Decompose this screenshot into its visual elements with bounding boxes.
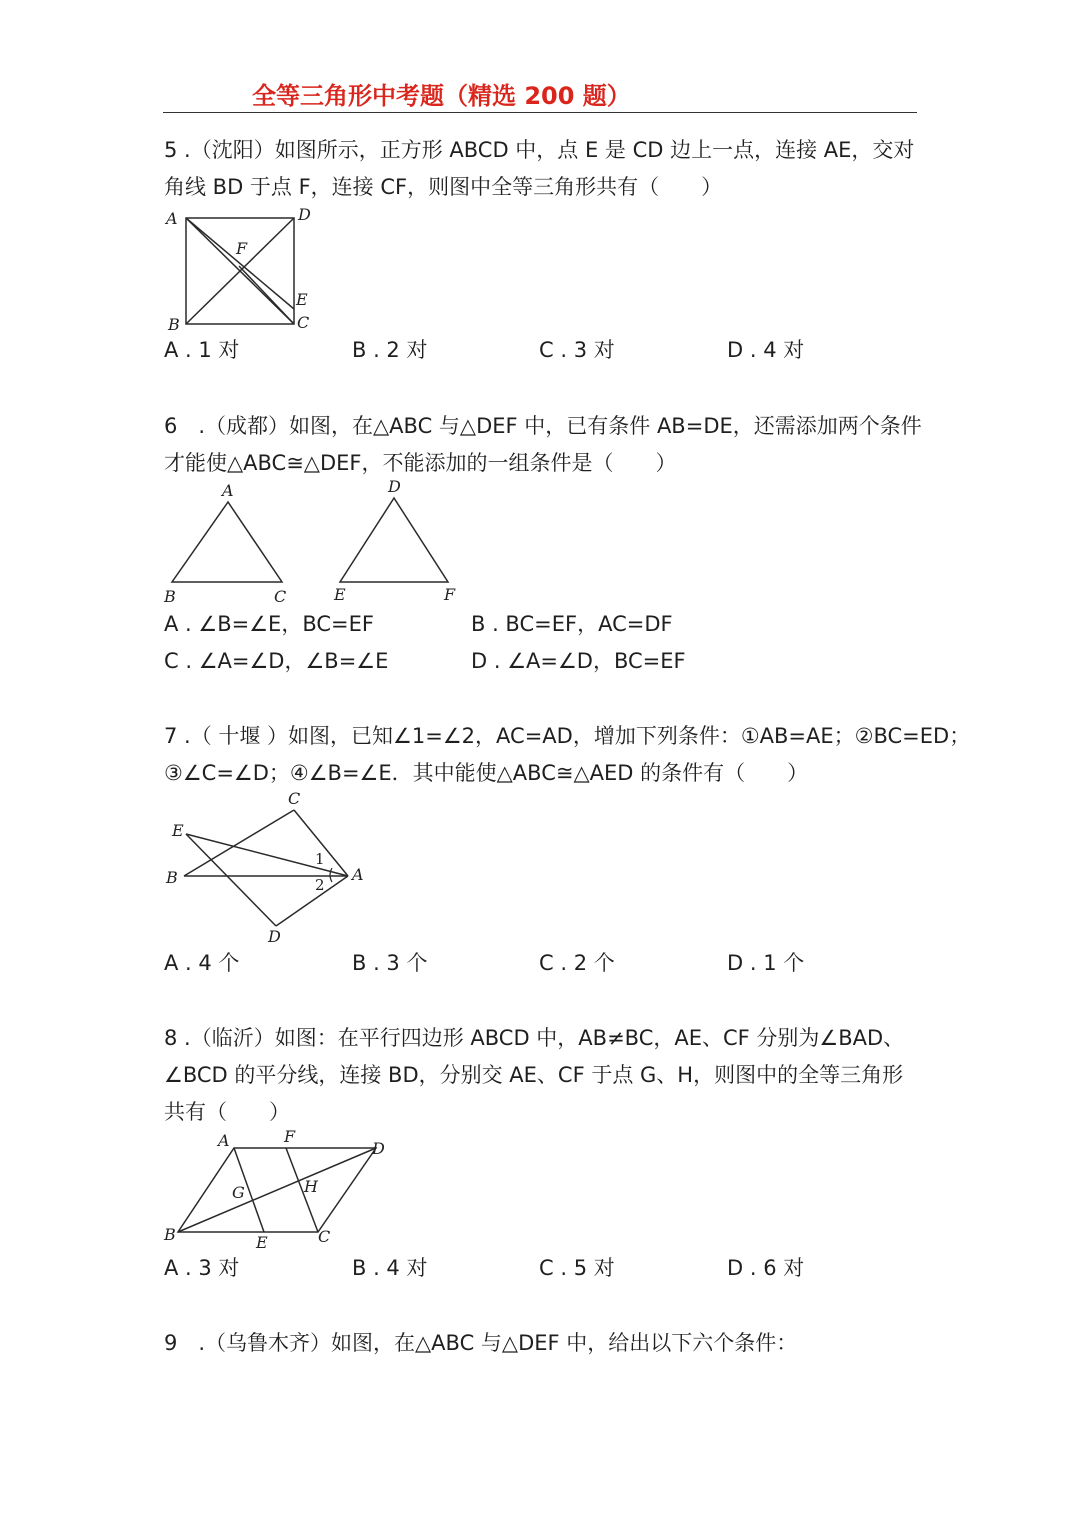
q9-text-line1: 9 .（乌鲁木齐）如图，在△ABC 与△DEF 中，给出以下六个条件： [164, 1331, 798, 1355]
q8-label-f: F [284, 1127, 296, 1146]
q8-label-a: A [218, 1131, 230, 1150]
q5-square-figure [160, 200, 320, 340]
title-divider [163, 112, 917, 113]
q8-parallelogram-figure [160, 1124, 400, 1254]
q6-triangle-abc [172, 502, 282, 582]
q7-label-c: C [288, 789, 301, 808]
q7-option-b: B . 3 个 [352, 951, 428, 975]
q8-text-line1: 8 .（临沂）如图：在平行四边形 ABCD 中，AB≠BC，AE、CF 分别为∠BAD、 [164, 1026, 905, 1050]
q8-option-c: C . 5 对 [539, 1256, 615, 1280]
q7-angle-label-1: 1 [315, 850, 325, 868]
q7-option-d: D . 1 个 [727, 951, 805, 975]
q6-triangles-figure [160, 478, 470, 608]
q5-segment-cf [239, 266, 294, 324]
q7-label-b: B [166, 868, 178, 887]
q6-label-f: F [444, 585, 456, 604]
q8-label-g: G [232, 1183, 245, 1202]
q5-label-a: A [166, 209, 178, 228]
q7-option-a: A . 4 个 [164, 951, 240, 975]
q5-option-b: B . 2 对 [352, 338, 428, 362]
q6-option-a: A . ∠B=∠E，BC=EF [164, 612, 374, 636]
q6-label-b: B [164, 587, 176, 606]
document-title: 全等三角形中考题（精选 200 题） [252, 82, 631, 110]
q7-text-line1: 7 .（ 十堰 ）如图，已知∠1=∠2，AC=AD，增加下列条件：①AB=AE；②BC=ED； [164, 724, 971, 748]
q7-label-d: D [268, 927, 281, 946]
q6-text-line2: 才能使△ABC≅△DEF，不能添加的一组条件是（ ） [164, 451, 677, 475]
q7-label-a: A [352, 865, 364, 884]
q8-option-b: B . 4 对 [352, 1256, 428, 1280]
q7-option-c: C . 2 个 [539, 951, 615, 975]
q7-segment-bc [184, 810, 294, 876]
q6-option-b: B . BC=EF，AC=DF [471, 612, 673, 636]
q5-label-b: B [168, 315, 180, 334]
q6-triangle-def [340, 498, 448, 582]
q5-label-f: F [236, 239, 248, 258]
q8-text-line2: ∠BCD 的平分线，连接 BD，分别交 AE、CF 于点 G、H，则图中的全等三角形 [164, 1063, 904, 1087]
q6-option-d: D . ∠A=∠D，BC=EF [471, 649, 686, 673]
q5-option-a: A . 1 对 [164, 338, 240, 362]
q5-option-d: D . 4 对 [727, 338, 805, 362]
q5-label-c: C [297, 313, 310, 332]
q8-label-h: H [304, 1177, 318, 1196]
q7-segment-da [276, 876, 348, 926]
q5-label-d: D [298, 205, 311, 224]
q6-label-d: D [388, 477, 401, 496]
q5-text-line2: 角线 BD 于点 F，连接 CF，则图中全等三角形共有（ ） [164, 175, 723, 199]
q8-label-b: B [164, 1225, 176, 1244]
q8-label-c: C [318, 1227, 331, 1246]
q8-label-e: E [256, 1233, 268, 1252]
q7-figure [160, 786, 380, 951]
q5-segment-ae [186, 218, 294, 309]
q5-text-line1: 5 .（沈阳）如图所示，正方形 ABCD 中，点 E 是 CD 边上一点，连接 AE，交对 [164, 138, 915, 162]
q6-label-c: C [274, 587, 287, 606]
q8-option-d: D . 6 对 [727, 1256, 805, 1280]
q6-label-e: E [334, 585, 346, 604]
q5-option-c: C . 3 对 [539, 338, 615, 362]
q7-angle-label-2: 2 [315, 876, 325, 894]
q7-angle-arc [330, 868, 332, 882]
q8-text-line3: 共有（ ） [164, 1100, 290, 1124]
q6-option-c: C . ∠A=∠D，∠B=∠E [164, 649, 389, 673]
q7-text-line2: ③∠C=∠D；④∠B=∠E．其中能使△ABC≅△AED 的条件有（ ） [164, 761, 809, 785]
q6-text-line1: 6 .（成都）如图，在△ABC 与△DEF 中，已有条件 AB=DE，还需添加两个条件 [164, 414, 922, 438]
q7-label-e: E [172, 821, 184, 840]
q5-label-e: E [296, 290, 308, 309]
q8-label-d: D [372, 1139, 385, 1158]
q8-option-a: A . 3 对 [164, 1256, 240, 1280]
q6-label-a: A [222, 481, 234, 500]
